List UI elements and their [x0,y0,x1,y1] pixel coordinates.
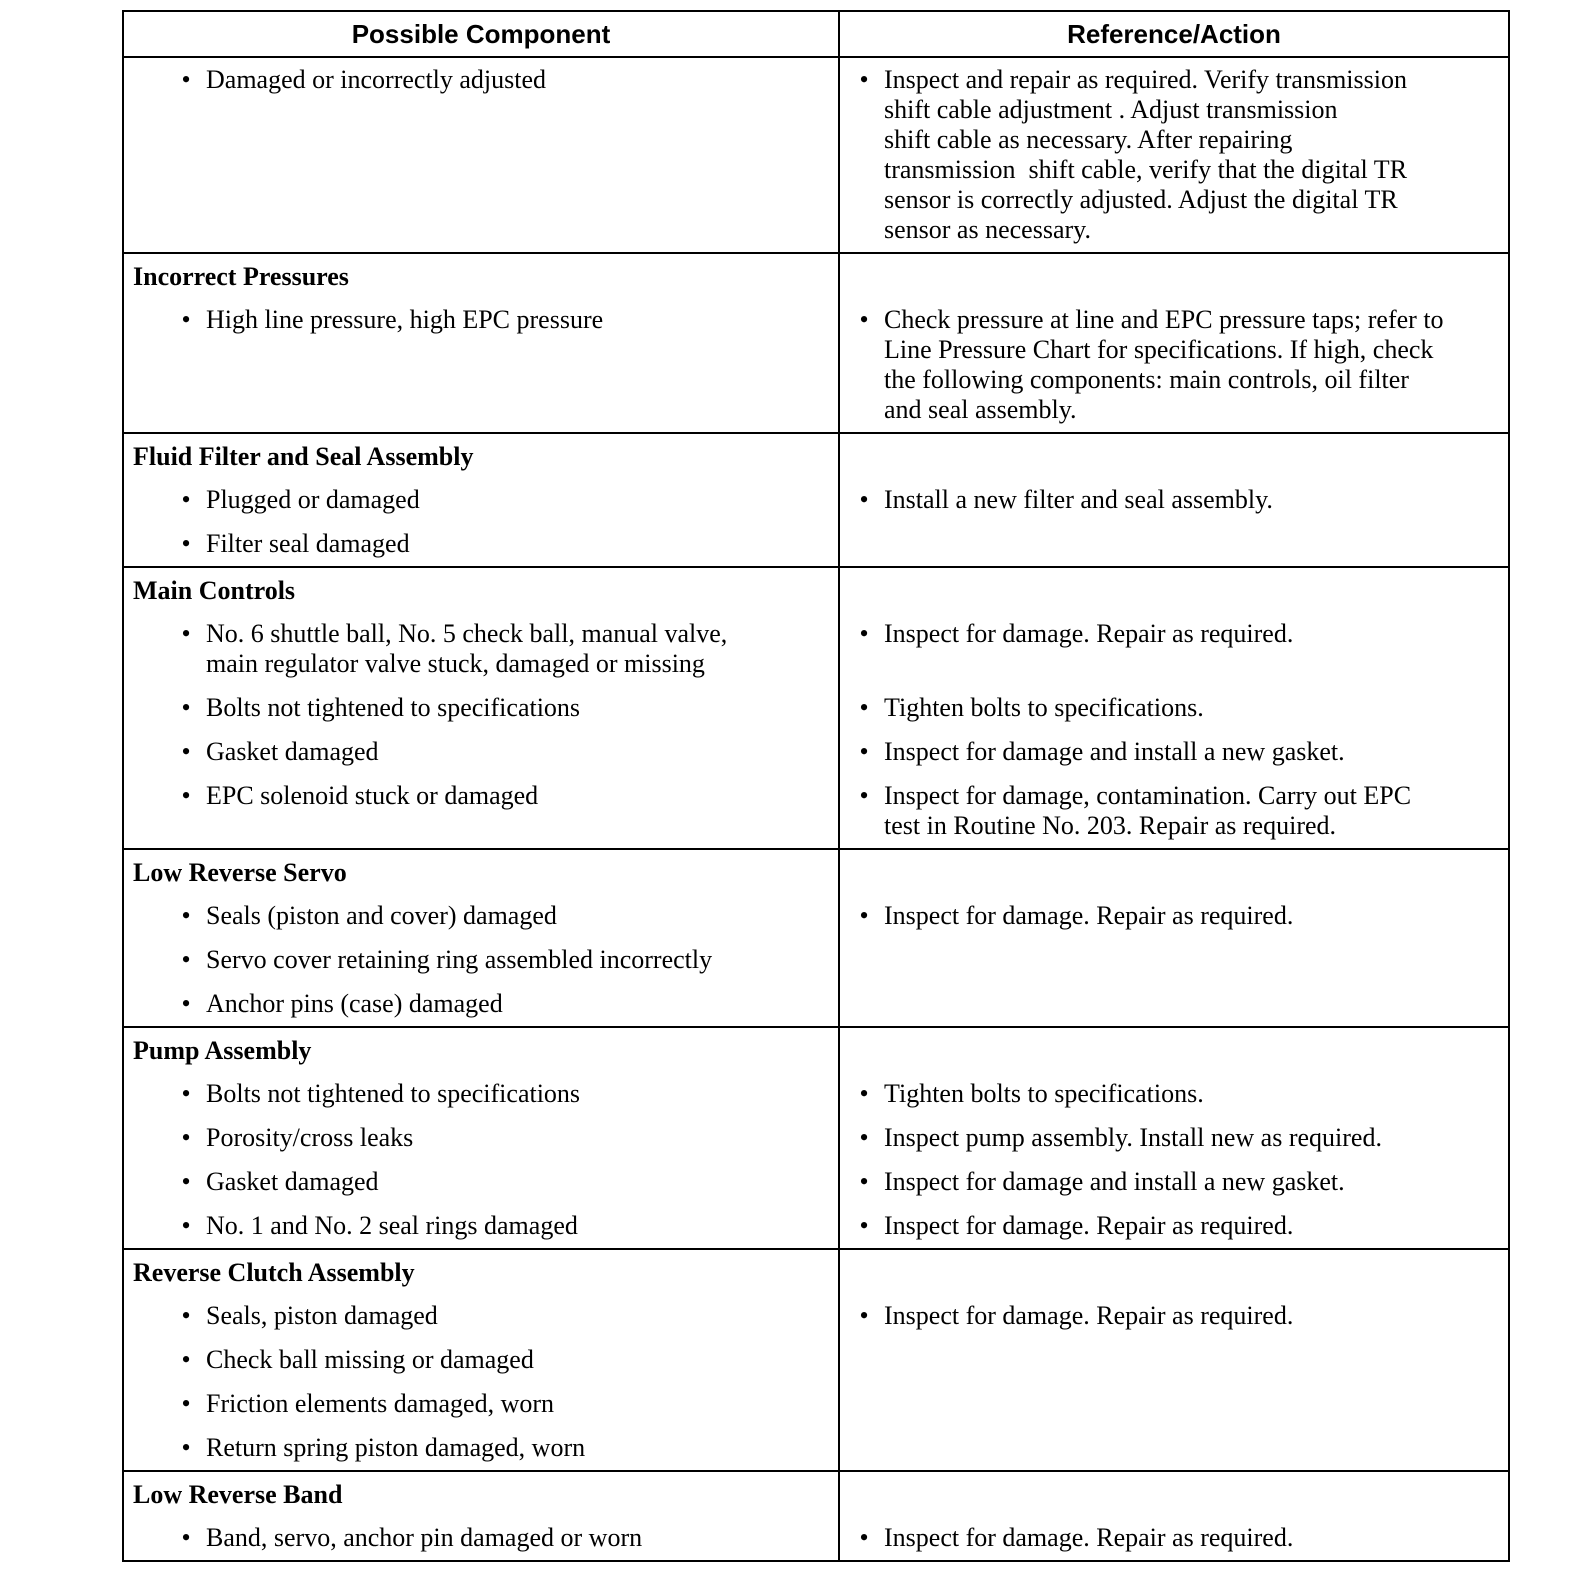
action-text [876,1123,1508,1153]
component-item [124,612,838,686]
action-text-line: Inspect for damage. Repair as required. [884,1301,1294,1330]
action-text-line: transmission shift cable, verify that the digital TR [884,155,1408,184]
action-text [876,737,1508,767]
action-cell [839,57,1509,253]
bullet-icon: • [181,1389,191,1418]
bullet-icon: • [181,781,191,810]
component-text: No. 6 shuttle ball, No. 5 check ball, manual valve, main regulator valve stuck, damaged or missing [206,619,728,678]
component-cell [123,567,839,849]
component-text: No. 1 and No. 2 seal rings damaged [206,1211,578,1240]
action-text-line: test in Routine No. 203. Repair as required. [884,811,1337,840]
action-text-line: sensor as necessary. [884,215,1091,244]
table-row [123,57,1509,253]
action-text-line: Inspect and repair as required. Verify transmission [884,65,1407,94]
bullet-icon: • [859,1523,869,1552]
bullet-icon: • [181,989,191,1018]
action-text-line: Inspect for damage. Repair as required. [884,1211,1294,1240]
section-title-spacer [840,1472,1508,1516]
component-item [124,730,838,774]
action-item [840,1160,1508,1204]
action-cell [839,1027,1509,1249]
table-row [123,1249,1509,1471]
action-text-line: Install a new filter and seal assembly. [884,485,1273,514]
component-cell [123,1249,839,1471]
component-item [124,1204,838,1248]
action-item [840,612,1508,686]
component-cell [123,1027,839,1249]
action-text [876,901,1508,931]
action-text-line: Inspect for damage. Repair as required. [884,1523,1294,1552]
action-cell [839,433,1509,567]
bullet-icon: • [859,619,869,648]
action-item [840,774,1508,848]
component-text: Anchor pins (case) damaged [206,989,503,1018]
action-item [840,1516,1508,1560]
action-text-line: the following components: main controls, oil filter [884,365,1409,394]
action-cell [839,1249,1509,1471]
bullet-icon: • [859,1123,869,1152]
bullet-icon: • [859,901,869,930]
table-row [123,1027,1509,1249]
section-title-spacer [840,850,1508,894]
component-item [124,982,838,1026]
component-item [124,686,838,730]
bullet-icon: • [859,1211,869,1240]
component-item [124,478,838,522]
action-spacer [840,522,1508,566]
section-title-spacer [840,1028,1508,1072]
component-item [124,1382,838,1426]
diagnostic-table [122,10,1510,1562]
bullet-icon: • [181,693,191,722]
component-text: Porosity/cross leaks [206,1123,414,1152]
component-cell [123,57,839,253]
action-text [876,485,1508,515]
component-cell [123,433,839,567]
component-item [124,1338,838,1382]
component-cell [123,1471,839,1561]
component-item [124,522,838,566]
bullet-icon: • [181,1211,191,1240]
component-text: Check ball missing or damaged [206,1345,534,1374]
component-item [124,1516,838,1560]
component-text: EPC solenoid stuck or damaged [206,781,539,810]
bullet-icon: • [181,901,191,930]
action-text [876,1211,1508,1241]
component-item [124,1116,838,1160]
bullet-icon: • [181,1123,191,1152]
table-row [123,849,1509,1027]
component-item [124,774,838,848]
action-item [840,58,1508,252]
action-text-line: Check pressure at line and EPC pressure taps; refer to [884,305,1444,334]
bullet-icon: • [181,1301,191,1330]
component-text: High line pressure, high EPC pressure [206,305,604,334]
section-title: Low Reverse Servo [133,858,347,887]
component-text: Damaged or incorrectly adjusted [206,65,547,94]
action-item [840,1204,1508,1248]
action-spacer [840,1426,1508,1470]
action-item [840,686,1508,730]
bullet-icon: • [181,1523,191,1552]
component-item [124,1160,838,1204]
section-title: Incorrect Pressures [133,262,349,291]
section-title: Pump Assembly [133,1036,312,1065]
action-item [840,1294,1508,1338]
bullet-icon: • [181,1079,191,1108]
action-text-line: Inspect for damage and install a new gasket. [884,1167,1345,1196]
component-text: Seals, piston damaged [206,1301,438,1330]
header-row [123,11,1509,57]
table-row [123,1471,1509,1561]
action-text-line: shift cable adjustment . Adjust transmission [884,95,1338,124]
bullet-icon: • [181,737,191,766]
action-item [840,478,1508,522]
component-text: Friction elements damaged, worn [206,1389,555,1418]
component-text: Seals (piston and cover) damaged [206,901,557,930]
action-text-line: Inspect for damage, contamination. Carry out EPC [884,781,1412,810]
action-item [840,730,1508,774]
bullet-icon: • [859,1301,869,1330]
component-text: Band, servo, anchor pin damaged or worn [206,1523,643,1552]
component-cell [123,253,839,433]
section-title-spacer [840,434,1508,478]
table-row [123,433,1509,567]
bullet-icon: • [859,737,869,766]
action-item [840,1072,1508,1116]
bullet-icon: • [181,65,191,94]
section-title: Fluid Filter and Seal Assembly [133,442,474,471]
bullet-icon: • [181,305,191,334]
action-spacer [840,938,1508,982]
component-item [124,894,838,938]
bullet-icon: • [859,693,869,722]
action-text [876,693,1508,723]
section-title: Main Controls [133,576,296,605]
component-text: Gasket damaged [206,737,379,766]
component-item [124,298,838,432]
component-item [124,938,838,982]
action-text-line: shift cable as necessary. After repairing [884,125,1293,154]
component-item [124,1072,838,1116]
section-title: Low Reverse Band [133,1480,343,1509]
action-text-line: Inspect for damage. Repair as required. [884,901,1294,930]
bullet-icon: • [181,1345,191,1374]
bullet-icon: • [859,1079,869,1108]
component-item [124,58,838,252]
action-text [876,1167,1508,1197]
bullet-icon: • [181,945,191,974]
bullet-icon: • [859,65,869,94]
section-title: Reverse Clutch Assembly [133,1258,415,1287]
bullet-icon: • [859,305,869,334]
bullet-icon: • [181,1167,191,1196]
bullet-icon: • [181,485,191,514]
action-cell [839,849,1509,1027]
header-possible-component: Possible Component [123,11,839,57]
action-cell [839,1471,1509,1561]
action-text [876,1301,1508,1331]
action-item [840,298,1508,432]
component-text: Filter seal damaged [206,529,410,558]
action-item [840,894,1508,938]
action-spacer [840,982,1508,1026]
component-text: Servo cover retaining ring assembled incorrectly [206,945,713,974]
action-cell [839,253,1509,433]
action-text-line: Tighten bolts to specifications. [884,1079,1204,1108]
action-text-line: Inspect for damage and install a new gasket. [884,737,1345,766]
component-item [124,1426,838,1470]
table-row [123,567,1509,849]
action-text-line: sensor is correctly adjusted. Adjust the digital TR [884,185,1398,214]
table-row [123,253,1509,433]
component-text: Bolts not tightened to specifications [206,693,581,722]
action-item [840,1116,1508,1160]
section-title-spacer [840,568,1508,612]
header-reference-action: Reference/Action [839,11,1509,57]
bullet-icon: • [859,781,869,810]
bullet-icon: • [859,485,869,514]
action-spacer [840,1382,1508,1426]
bullet-icon: • [181,529,191,558]
section-title-spacer [840,1250,1508,1294]
component-text: Gasket damaged [206,1167,379,1196]
table-body [123,57,1509,1561]
action-text [876,65,1508,245]
component-item [124,1294,838,1338]
action-text-line: Inspect for damage. Repair as required. [884,619,1294,648]
action-text-line: Tighten bolts to specifications. [884,693,1204,722]
action-text [876,619,1508,649]
action-text [876,781,1508,841]
component-text: Plugged or damaged [206,485,420,514]
action-text [876,305,1508,425]
component-text: Bolts not tightened to specifications [206,1079,581,1108]
action-spacer [840,1338,1508,1382]
action-cell [839,567,1509,849]
action-text-line: Inspect pump assembly. Install new as required. [884,1123,1382,1152]
action-text [876,1079,1508,1109]
bullet-icon: • [859,1167,869,1196]
action-text [876,1523,1508,1553]
action-text-line: and seal assembly. [884,395,1077,424]
bullet-icon: • [181,619,191,648]
component-cell [123,849,839,1027]
section-title-spacer [840,254,1508,298]
bullet-icon: • [181,1433,191,1462]
component-text: Return spring piston damaged, worn [206,1433,586,1462]
action-text-line: Line Pressure Chart for specifications. If high, check [884,335,1434,364]
